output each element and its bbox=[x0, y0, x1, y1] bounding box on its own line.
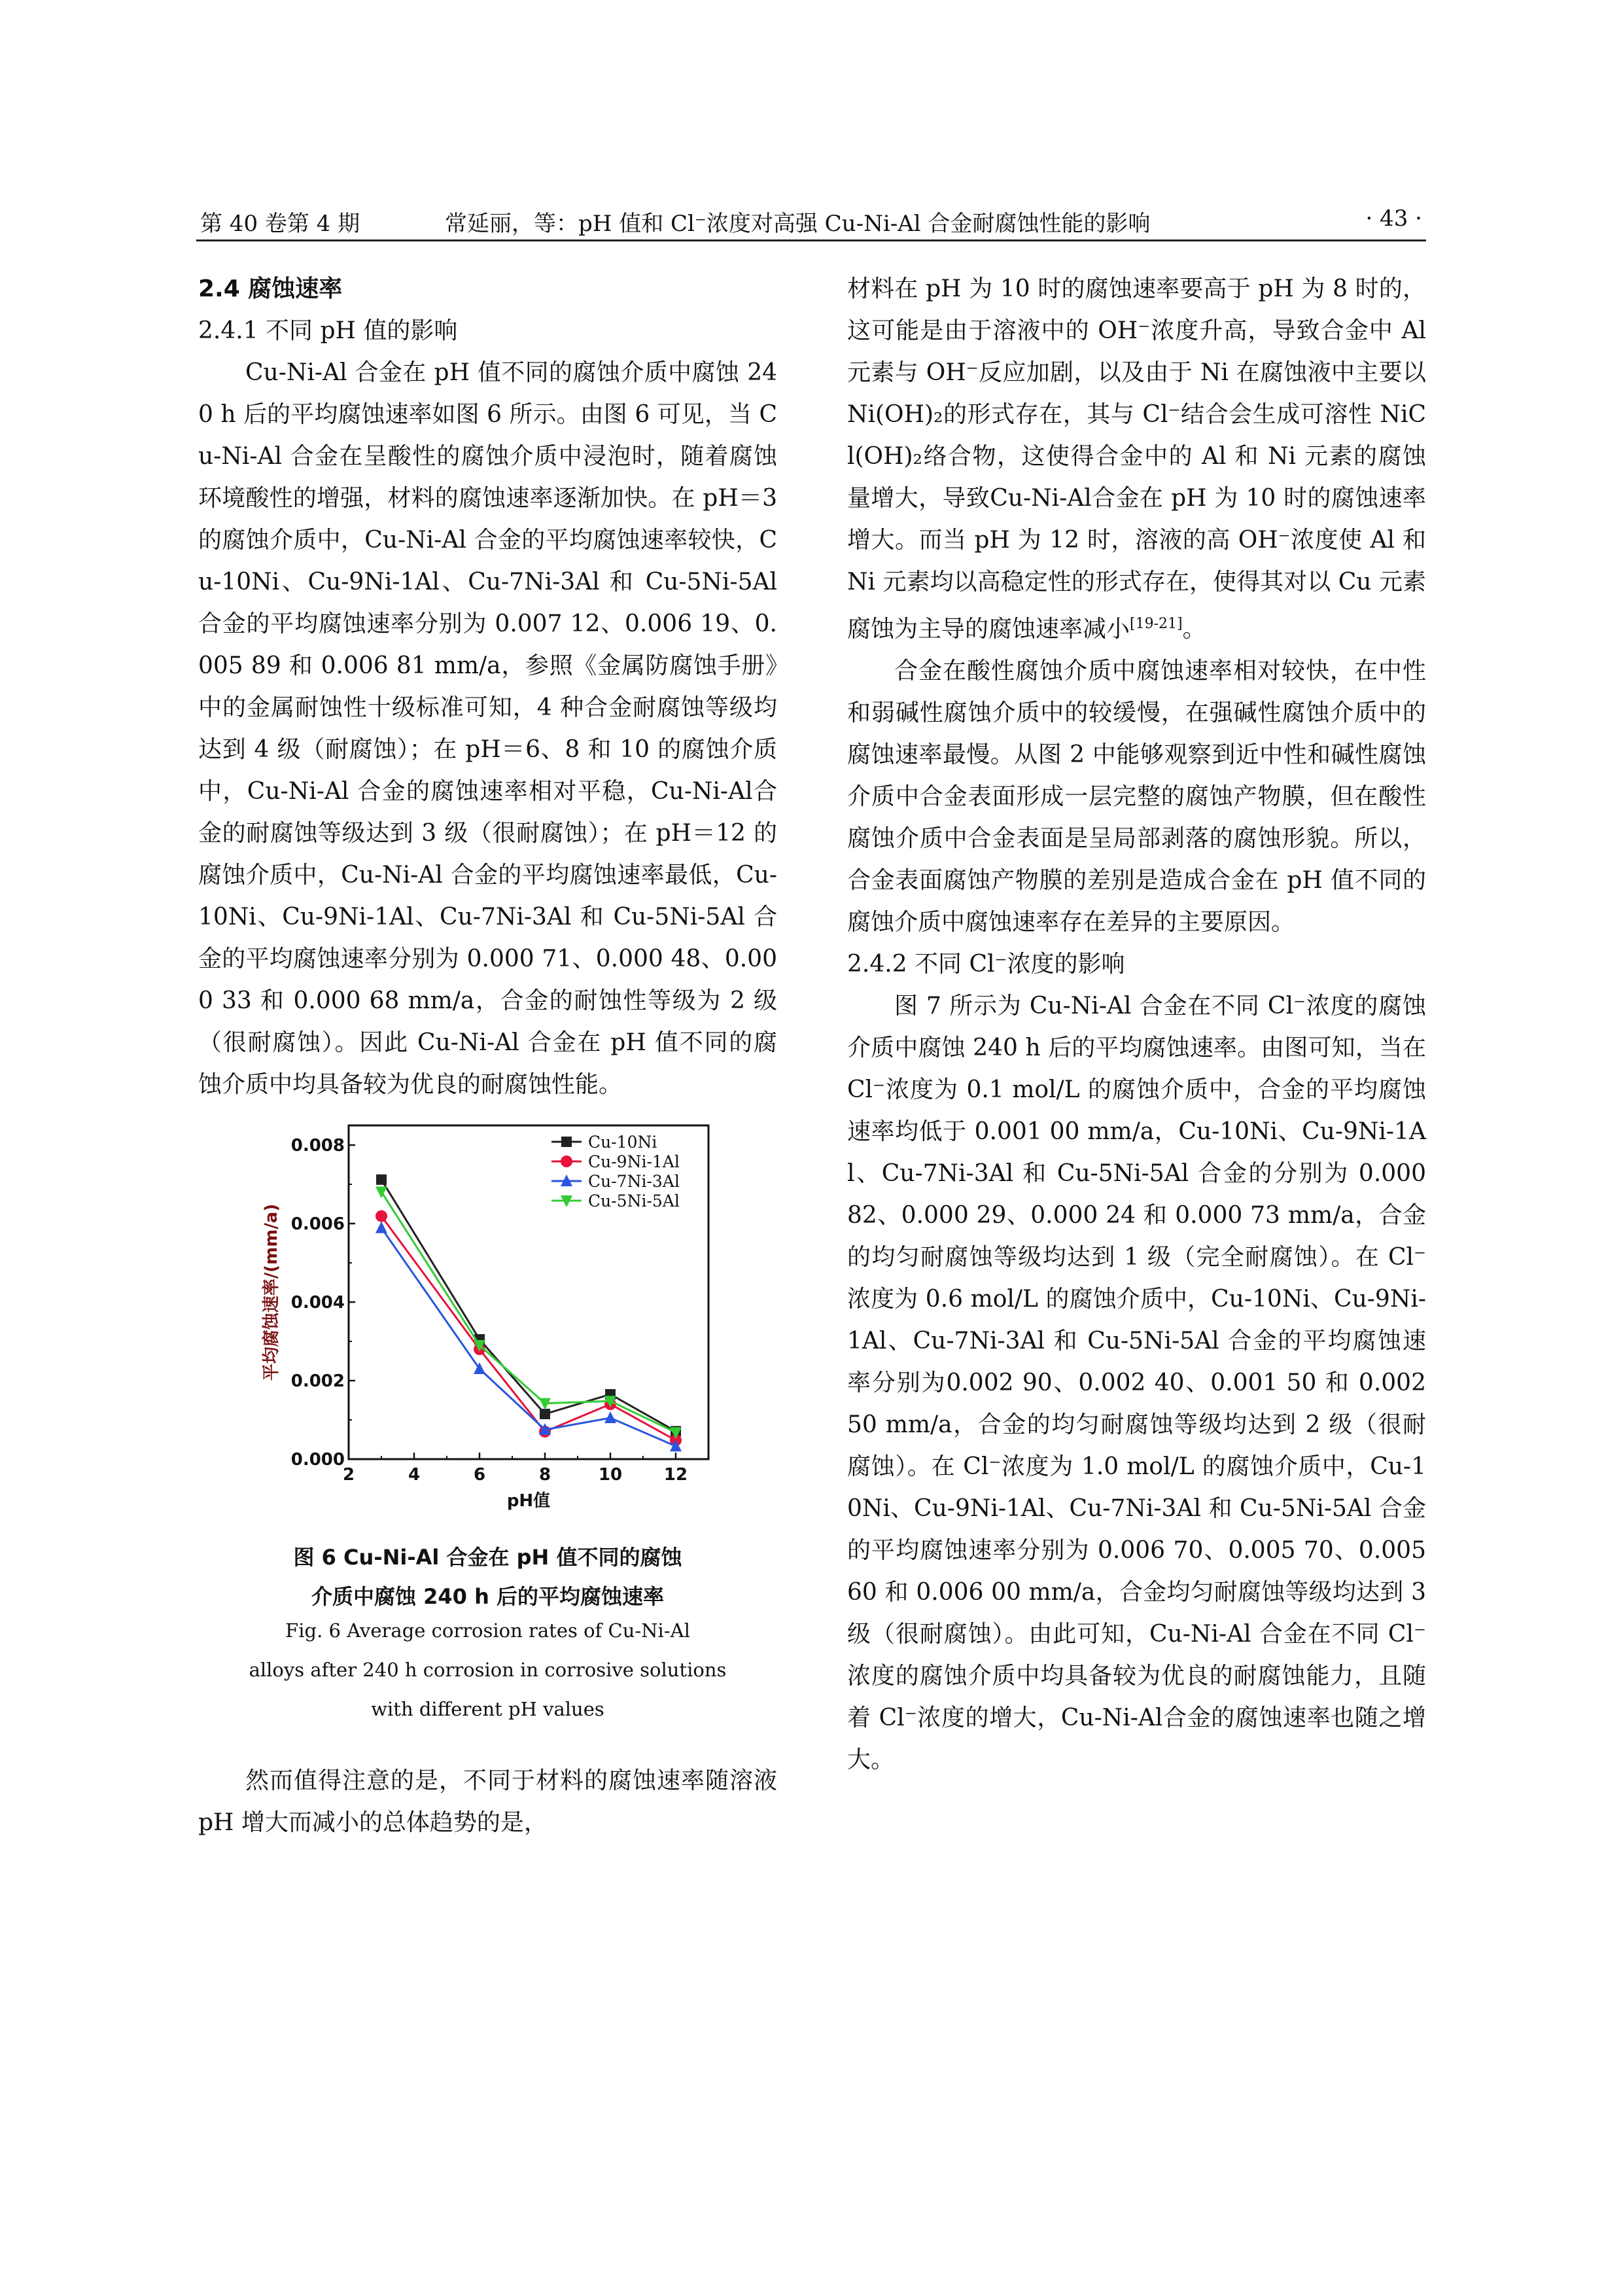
y-tick-label: 0.002 bbox=[290, 1371, 345, 1391]
subsection-title: 2.4.2 不同 Cl⁻浓度的影响 bbox=[847, 951, 1125, 978]
figure-6 bbox=[198, 1106, 777, 1760]
subsection-title: 2.4.1 不同 pH 值的影响 bbox=[198, 317, 458, 344]
paragraph-end: 。 bbox=[1182, 616, 1206, 643]
x-tick-label: 8 bbox=[538, 1465, 551, 1485]
data-point bbox=[376, 1174, 387, 1185]
x-tick-label: 4 bbox=[408, 1465, 421, 1485]
x-tick-label: 10 bbox=[598, 1465, 623, 1485]
paragraph bbox=[847, 268, 1426, 650]
x-tick-label: 2 bbox=[342, 1465, 355, 1485]
paragraph: 合金在酸性腐蚀介质中腐蚀速率相对较快，在中性和弱碱性腐蚀介质中的较缓慢，在强碱性腐蚀介质中的腐蚀速率最慢。从图 2 中能够观察到近中性和碱性腐蚀介质中合金表面形成一层完整的腐蚀产物膜，但在酸性腐蚀介质中合金表面是呈局部剥落的腐蚀形貌。所以，合金表面腐蚀产物膜的差别是造成合金在 pH 值不同的腐蚀介质中腐蚀速率存在差异的主要原因。 bbox=[847, 658, 1426, 936]
y-tick-label: 0.008 bbox=[290, 1136, 345, 1156]
figure-caption-en: alloys after 240 h corrosion in corrosive solutions bbox=[249, 1659, 727, 1681]
y-tick-label: 0.004 bbox=[290, 1293, 345, 1313]
figure-caption-cn: 介质中腐蚀 240 h 后的平均腐蚀速率 bbox=[311, 1584, 664, 1609]
legend-entry: Cu-7Ni-3Al bbox=[588, 1172, 680, 1191]
section-title: 2.4 腐蚀速率 bbox=[198, 275, 343, 302]
right-column bbox=[847, 268, 1426, 1781]
paragraph: 然而值得注意的是，不同于材料的腐蚀速率随溶液 pH 增大而减小的总体趋势的是， bbox=[198, 1767, 777, 1836]
x-tick-label: 12 bbox=[663, 1465, 688, 1485]
data-point bbox=[375, 1210, 387, 1222]
citation-ref: [19-21] bbox=[1130, 616, 1183, 632]
legend-entry: Cu-10Ni bbox=[588, 1133, 657, 1152]
y-axis-label: 平均腐蚀速率/(mm/a) bbox=[262, 1203, 281, 1381]
left-column bbox=[198, 268, 777, 1844]
y-tick-label: 0.000 bbox=[290, 1450, 345, 1470]
x-axis-label: pH值 bbox=[506, 1491, 551, 1511]
paragraph: Cu-Ni-Al 合金在 pH 值不同的腐蚀介质中腐蚀 240 h 后的平均腐蚀速率如图 6 所示。由图 6 可见，当 Cu-Ni-Al 合金在呈酸性的腐蚀介质中浸泡时，随着腐蚀环境酸性的增强，材料的腐蚀速率逐渐加快。在 pH＝3 的腐蚀介质中，Cu-Ni-Al 合金的平均腐蚀速率较快，Cu-10Ni、Cu-9Ni-1Al、Cu-7Ni-3Al 和 Cu-5Ni-5Al 合金的平均腐蚀速率分别为 0.007 12、0.006 19、0.005 89 和 0.006 81 mm/a，参照《金属防腐蚀手册》中的金属耐蚀性十级标准可知，4 种合金耐腐蚀等级均达到 4 级（耐腐蚀）；在 pH＝6、8 和 10 的腐蚀介质中，Cu-Ni-Al 合金的腐蚀速率相对平稳，Cu-Ni-Al合金的耐腐蚀等级达到 3 级（很耐腐蚀）；在 pH＝12 的腐蚀介质中，Cu-Ni-Al 合金的平均腐蚀速率最低，Cu-10Ni、Cu-9Ni-1Al、Cu-7Ni-3Al 和 Cu-5Ni-5Al 合金的平均腐蚀速率分别为 0.000 71、0.000 48、0.000 33 和 0.000 68 mm/a，合金的耐蚀性等级为 2 级（很耐腐蚀）。因此 Cu-Ni-Al 合金在 pH 值不同的腐蚀介质中均具备较为优良的耐腐蚀性能。 bbox=[198, 359, 777, 1098]
running-header bbox=[196, 200, 1426, 241]
figure-caption-en: Fig. 6 Average corrosion rates of Cu-Ni-Al bbox=[285, 1619, 690, 1642]
running-title: 常延丽，等：pH 值和 Cl⁻浓度对高强 Cu-Ni-Al 合金耐腐蚀性能的影响 bbox=[445, 211, 1151, 237]
data-point bbox=[604, 1411, 616, 1423]
corrosion-rate-chart bbox=[237, 1112, 754, 1531]
journal-volume-issue: 第 40 卷第 4 期 bbox=[200, 211, 360, 237]
figure-caption-cn: 图 6 Cu-Ni-Al 合金在 pH 值不同的腐蚀 bbox=[293, 1545, 682, 1570]
y-tick-label: 0.006 bbox=[290, 1214, 345, 1234]
x-tick-label: 6 bbox=[473, 1465, 486, 1485]
legend-entry: Cu-5Ni-5Al bbox=[588, 1192, 680, 1210]
paragraph: 图 7 所示为 Cu-Ni-Al 合金在不同 Cl⁻浓度的腐蚀介质中腐蚀 240 h 后的平均腐蚀速率。由图可知，当在 Cl⁻浓度为 0.1 mol/L 的腐蚀介质中，合金的平均腐蚀速率均低于 0.001 00 mm/a，Cu-10Ni、Cu-9Ni-1Al、Cu-7Ni-3Al 和 Cu-5Ni-5Al 合金的分别为 0.000 82、0.000 29、0.000 24 和 0.000 73 mm/a，合金的均匀耐腐蚀等级均达到 1 级（完全耐腐蚀）。在 Cl⁻浓度为 0.6 mol/L 的腐蚀介质中，Cu-10Ni、Cu-9Ni-1Al、Cu-7Ni-3Al 和 Cu-5Ni-5Al 合金的平均腐蚀速率分别为0.002 90、0.002 40、0.001 50 和 0.002 50 mm/a，合金的均匀耐腐蚀等级均达到 2 级（很耐腐蚀）。在 Cl⁻浓度为 1.0 mol/L 的腐蚀介质中，Cu-10Ni、Cu-9Ni-1Al、Cu-7Ni-3Al 和 Cu-5Ni-5Al 合金的平均腐蚀速率分别为 0.006 70、0.005 70、0.005 60 和 0.006 00 mm/a，合金均匀耐腐蚀等级均达到 3 级（很耐腐蚀）。由此可知，Cu-Ni-Al 合金在不同 Cl⁻浓度的腐蚀介质中均具备较为优良的耐腐蚀能力，且随着 Cl⁻浓度的增大，Cu-Ni-Al合金的腐蚀速率也随之增大。 bbox=[847, 993, 1426, 1773]
page-number: · 43 · bbox=[1365, 205, 1422, 232]
paragraph-text: 材料在 pH 为 10 时的腐蚀速率要高于 pH 为 8 时的，这可能是由于溶液中的 OH⁻浓度升高，导致合金中 Al 元素与 OH⁻反应加剧，以及由于 Ni 在腐蚀液中主要以 Ni(OH)₂的形式存在，其与 Cl⁻结合会生成可溶性 NiCl(OH)₂络合物，这使得合金中的 Al 和 Ni 元素的腐蚀量增大，导致Cu-Ni-Al合金在 pH 为 10 时的腐蚀速率增大。而当 pH 为 12 时，溶液的高 OH⁻浓度使 Al 和 Ni 元素均以高稳定性的形式存在，使得其对以 Cu 元素腐蚀为主导的腐蚀速率减小 bbox=[847, 275, 1426, 643]
series-line bbox=[381, 1180, 676, 1432]
figure-caption-en: with different pH values bbox=[371, 1698, 604, 1720]
legend-marker bbox=[561, 1137, 572, 1147]
legend-marker bbox=[561, 1156, 572, 1167]
legend-entry: Cu-9Ni-1Al bbox=[588, 1152, 680, 1171]
data-point bbox=[540, 1409, 550, 1419]
